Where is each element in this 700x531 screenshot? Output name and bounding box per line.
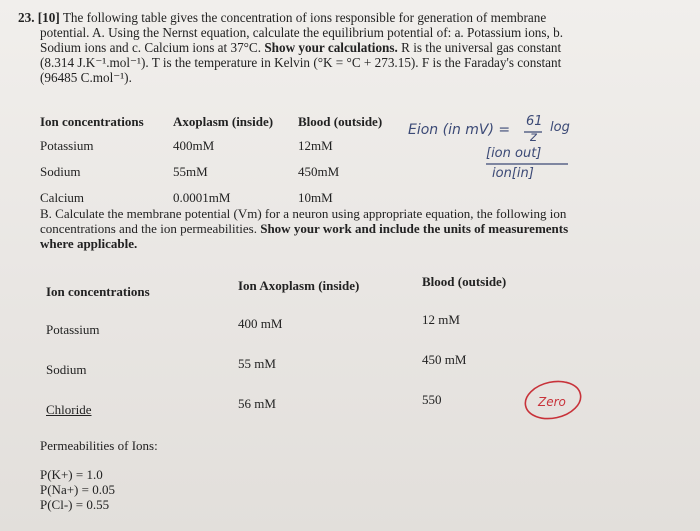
- cell-outside: 550: [422, 392, 442, 407]
- handwritten-frac-top: 61: [526, 114, 543, 129]
- cell-outside: 10mM: [298, 190, 333, 205]
- perm-cl: P(Cl-) = 0.55: [40, 497, 110, 512]
- question-line-2: potential. A. Using the Nernst equation, calculate the equilibrium potential of: a. Potassium ions, b.: [40, 25, 564, 40]
- handwritten-frac-bot: z: [530, 130, 537, 145]
- cell-inside: 400mM: [173, 138, 215, 153]
- handwritten-fraction-lines: [408, 112, 658, 192]
- cell-ion: Sodium: [40, 164, 81, 179]
- cell-outside: 12mM: [298, 138, 333, 153]
- handwritten-circle-note: Zero: [538, 395, 566, 409]
- question-line-4: (8.314 J.K⁻¹.mol⁻¹). T is the temperature in Kelvin (°K = °C + 273.15). F is the Faraday's constant: [40, 55, 562, 70]
- question-line-3: Sodium ions and c. Calcium ions at 37°C. Show your calculations. R is the universal gas constant: [40, 40, 562, 55]
- handwritten-eq-left: Eion (in mV) =: [408, 122, 511, 138]
- part-b-line-1: B. Calculate the membrane potential (Vm) for a neuron using appropriate equation, the following ion: [40, 206, 567, 221]
- permeabilities-block: [40, 438, 158, 512]
- cell-inside: 56 mM: [238, 396, 276, 411]
- header-ion: Ion concentrations: [40, 114, 144, 129]
- question-text: [18, 10, 686, 85]
- question-line-5: (96485 C.mol⁻¹).: [40, 70, 132, 85]
- handwritten-log: log: [550, 120, 570, 135]
- header-outside: Blood (outside): [422, 274, 507, 289]
- cell-outside: 12 mM: [422, 312, 460, 327]
- header-ion: Ion concentrations: [46, 284, 150, 299]
- header-inside: Ion Axoplasm (inside): [238, 278, 360, 293]
- part-b-bold: Show your work and include the units of measurements: [260, 221, 569, 236]
- cell-inside: 55 mM: [238, 356, 276, 371]
- part-b-line-2: concentrations and the ion permeabilities. Show your work and include the units of measurements: [40, 221, 569, 236]
- show-calculations-bold: Show your calculations.: [264, 40, 398, 55]
- question-number: 23. [10]: [18, 10, 60, 25]
- header-outside: Blood (outside): [298, 114, 383, 129]
- cell-ion: Potassium: [46, 322, 100, 337]
- cell-outside: 450mM: [298, 164, 340, 179]
- cell-ion: Sodium: [46, 362, 87, 377]
- handwritten-nernst-note: [408, 112, 658, 192]
- cell-inside: 55mM: [173, 164, 208, 179]
- cell-ion: Calcium: [40, 190, 85, 205]
- cell-inside: 0.0001mM: [173, 190, 231, 205]
- handwritten-bracket-bot: ion[in]: [492, 166, 534, 181]
- cell-inside: 400 mM: [238, 316, 283, 331]
- part-b-line-3: where applicable.: [40, 236, 138, 251]
- part-b-text: [40, 206, 640, 251]
- cell-ion: Chloride: [46, 402, 92, 417]
- handwritten-red-circle: [522, 378, 584, 422]
- cell-outside: 450 mM: [422, 352, 467, 367]
- header-inside: Axoplasm (inside): [173, 114, 274, 129]
- handwritten-bracket-top: [ion out]: [486, 146, 542, 161]
- cell-ion: Potassium: [40, 138, 94, 153]
- question-line-1: The following table gives the concentration of ions responsible for generation of membrane: [62, 10, 547, 25]
- permeabilities-title: Permeabilities of Ions:: [40, 438, 158, 453]
- perm-k: P(K+) = 1.0: [40, 467, 103, 482]
- perm-na: P(Na+) = 0.05: [40, 482, 115, 497]
